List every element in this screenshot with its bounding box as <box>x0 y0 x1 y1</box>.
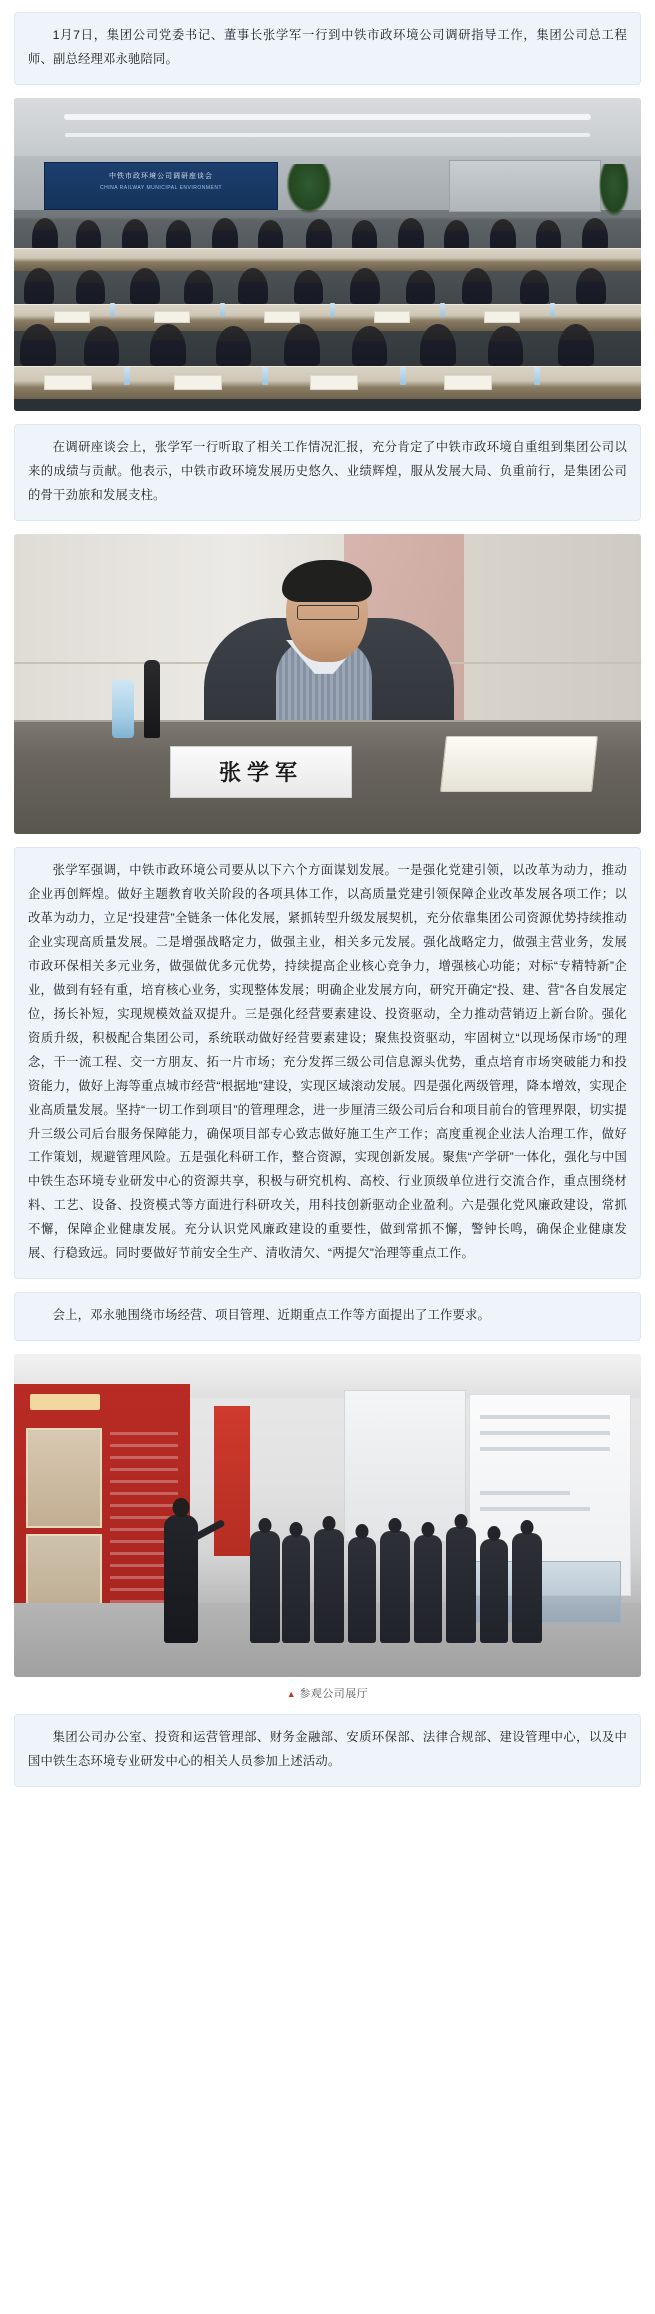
ceiling <box>14 98 641 156</box>
visitor-figure <box>380 1531 410 1643</box>
visitor-figure <box>314 1529 344 1643</box>
triangle-icon: ▲ <box>286 1689 297 1700</box>
glasses-icon <box>297 605 359 620</box>
visitor-figure <box>414 1535 442 1643</box>
visitor-figure <box>282 1535 310 1643</box>
visitor-figure <box>250 1531 280 1643</box>
paragraph-main-speech <box>14 847 641 1279</box>
projector-screen <box>44 162 278 210</box>
visitor-figure <box>348 1537 376 1643</box>
paragraph-main-speech-text: 张学军强调，中铁市政环境公司要从以下六个方面谋划发展。一是强化党建引领，以改革为动力，推动企业再创辉煌。做好主题教育收关阶段的各项具体工作，以高质量党建引领保障企业改革发展各项工作；以改革为动力，立足“投建营”全链条一体化发展，紧抓转型升级发展契机，充分依靠集团公司资源优势持续推动企业实现高质量发展。二是增强战略定力，做强主业，相关多元发展。强化战略定力，做强主营业务，发展市政环保相关多元业务，做强做优多元优势，持续提高企业核心竞争力，增强核心功能；对标“专精特新”企业，做到有轻有重，培育核心业务，实现整体发展；明确企业发展方向，研究开确定“投、建、营”各自发展定位，扬长补短，实现规模效益双提升。三是强化经营要素建设、投资驱动，全力推动营销迈上新台阶。强化资质升级，积极配合集团公司，系统联动做好经营要素建设；聚焦投资驱动，牢固树立“以现场保市场”的理念，干一流工程、交一方朋友、拓一片市场；充分发挥三级公司信息源头优势，重点培育市场突破能力和投资能力，做好上海等重点城市经营“根据地”建设，实现区域滚动发展。四是强化两级管理，降本增效，实现企业高质量发展。坚持“一切工作到项目”的管理理念，进一步厘清三级公司后台和项目前台的管理界限，切实提升三级公司后台服务保障能力，确保项目部专心致志做好施工生产工作；高度重视企业法人治理工作，做好工作策划，规避管理风险。五是强化科研工作，整合资源，实现创新发展。聚焦“产学研”一体化，强化与中国中铁生态环境专业研发中心的资源共享，积极与研究机构、高校、行业顶级单位进行交流合作，重点围绕材料、工艺、设备、投资模式等方面进行科研攻关，用科技创新驱动企业盈利。六是强化党风廉政建设，常抓不懈，保障企业健康发展。充分认识党风廉政建设的重要性，做到常抓不懈，警钟长鸣，确保企业健康发展、行稳致远。同时要做好节前安全生产、清收清欠、“两提欠”治理等重点工作。 <box>28 862 627 1261</box>
screen-title: 中铁市政环境公司调研座谈会 <box>109 172 213 180</box>
microphone-icon <box>144 660 160 738</box>
plant-icon <box>286 164 332 214</box>
photo-caption <box>14 1685 641 1701</box>
photo-symposium <box>14 98 641 411</box>
presenter-figure <box>164 1515 198 1643</box>
nameplate-text: 张学军 <box>218 760 303 786</box>
paragraph-intro <box>14 12 641 85</box>
photo-caption-text: 参观公司展厅 <box>299 1688 369 1701</box>
open-notebook <box>440 736 598 792</box>
paragraph-intro-text: 1月7日，集团公司党委书记、董事长张学军一行到中铁市政环境公司调研指导工作，集团公司总工程师、副总经理邓永驰陪同。 <box>28 28 627 66</box>
presenter-head <box>173 1498 190 1517</box>
water-bottle-icon <box>112 680 134 738</box>
attendee-row <box>14 264 641 304</box>
plant-icon <box>599 164 629 216</box>
attendee-row <box>14 326 641 366</box>
visitor-figure <box>446 1527 476 1643</box>
article-page <box>0 12 655 1818</box>
paragraph-symposium-text: 在调研座谈会上，张学军一行听取了相关工作情况汇报，充分肯定了中铁市政环境自重组到集团公司以来的成绩与贡献。他表示，中铁市政环境发展历史悠久、业绩辉煌，服从发展大局、负重前行，是集团公司的骨干劲旅和发展支柱。 <box>28 439 627 502</box>
paragraph-attendees-text: 集团公司办公室、投资和运营管理部、财务金融部、安质环保部、法律合规部、建设管理中心，以及中国中铁生态环境专业研发中心的相关人员参加上述活动。 <box>28 1730 627 1769</box>
paragraph-requirements-text: 会上，邓永驰围绕市场经营、项目管理、近期重点工作等方面提出了工作要求。 <box>52 1308 490 1323</box>
screen-subtitle: CHINA RAILWAY MUNICIPAL ENVIRONMENT <box>99 184 223 191</box>
paragraph-symposium <box>14 424 641 521</box>
conference-table <box>14 366 641 401</box>
display-portrait <box>26 1428 102 1528</box>
nameplate <box>170 746 352 798</box>
red-banner <box>214 1406 250 1556</box>
paragraph-requirements <box>14 1292 641 1341</box>
photo-speaker <box>14 534 641 834</box>
company-logo <box>30 1394 100 1410</box>
floor <box>14 399 641 411</box>
display-panel <box>344 1390 466 1542</box>
photo-exhibition <box>14 1354 641 1677</box>
paragraph-attendees <box>14 1714 641 1787</box>
attendee-row <box>14 210 641 250</box>
visitor-figure <box>480 1539 508 1643</box>
side-wall-panel <box>449 160 601 212</box>
visitor-figure <box>512 1533 542 1643</box>
